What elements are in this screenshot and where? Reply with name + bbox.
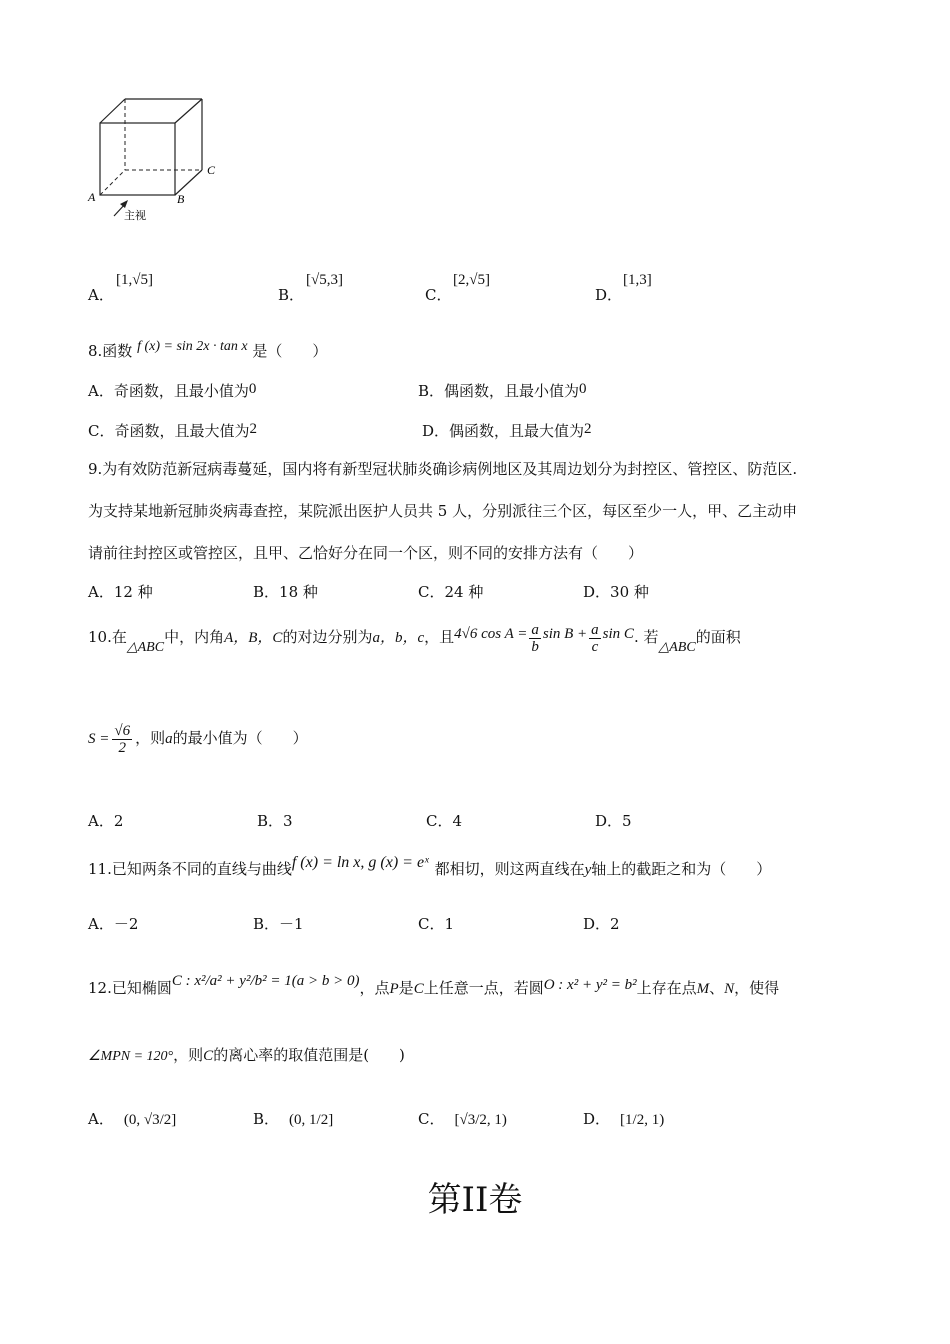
q12-option-c (418, 1108, 507, 1129)
q10-s-num: √6 (114, 722, 131, 739)
q7-option-c-math: [2,√5] (453, 272, 490, 288)
q8-option-d-text: 偶函数，且最大值为 (449, 422, 585, 440)
q8-option-c-val: 2 (249, 421, 257, 437)
q12-p4: 上存在点 (636, 979, 697, 997)
cube-figure (80, 90, 230, 230)
q11-option-d-letter: D． (583, 915, 611, 933)
q12-angle: ∠MPN = 120° (88, 1049, 174, 1064)
q12-p3: 上任意一点，若圆 (423, 979, 544, 997)
q11-mid: 都相切，则这两直线在 (434, 860, 585, 878)
q12-p8: 的离心率的取值范围是( ) (213, 1046, 405, 1064)
q10-triangle: △ABC (126, 640, 165, 655)
q12-circle: O : x² + y² = b² (543, 977, 637, 993)
q12-mvar: M (696, 981, 710, 997)
q8-option-b-val: 0 (579, 381, 587, 397)
q10-mid: sin B + (542, 626, 588, 642)
q8-option-d-val: 2 (584, 421, 592, 437)
q7-option-d-letter: D． (595, 286, 623, 304)
q10-s-tail-1: ，则 (135, 729, 166, 747)
q10-end: sin C (602, 626, 634, 642)
q9-line3: 请前往封控区或管控区，且甲、乙恰好分在同一个区，则不同的安排方法有（ ） (88, 544, 644, 562)
q8-stem (88, 340, 327, 361)
q12-option-b (253, 1108, 333, 1129)
q11-option-a (88, 913, 138, 934)
q8-option-b (418, 380, 587, 401)
q10-frac2-den: c (591, 638, 599, 655)
q10-p1: 10.在 (88, 628, 127, 646)
q11-formula: f (x) = ln x, g (x) = eˣ (291, 854, 429, 871)
q12-option-c-math: [√3/2, 1) (454, 1112, 507, 1128)
q12-option-c-letter: C． (418, 1110, 445, 1128)
q10-option-b (257, 810, 293, 831)
q7-option-b-letter: B． (278, 286, 305, 304)
q11-option-b (253, 913, 304, 934)
q9-option-d-letter: D． (583, 583, 611, 601)
q8-option-d-letter: D． (422, 422, 450, 440)
q10-p5: . 若 (633, 628, 659, 646)
q12-ellipse: C : x²/a² + y²/b² = 1(a > b > 0) (171, 973, 360, 989)
q8-option-c-text: 奇函数，且最大值为 (114, 422, 250, 440)
q7-option-c-letter: C． (425, 286, 452, 304)
q10-option-c-text: 4 (452, 812, 463, 830)
q8-option-a-text: 奇函数，且最小值为 (113, 382, 249, 400)
q12-prefix: 12.已知椭圆 (88, 979, 172, 997)
q10-s-var: a (165, 731, 173, 747)
q10-angles: A，B，C (224, 630, 283, 646)
q8-formula: f (x) = sin 2x · tan x (137, 339, 248, 354)
q12-option-a-math: (0, √3/2] (123, 1112, 177, 1128)
q8-option-a (88, 380, 256, 401)
q10-option-c-letter: C． (426, 812, 453, 830)
q11-option-b-text: －1 (279, 915, 304, 933)
q10-frac1-den: b (531, 638, 539, 655)
q8-option-b-text: 偶函数，且最小值为 (444, 382, 580, 400)
q12-option-d-math: [1/2, 1) (620, 1112, 665, 1128)
q12-p6: ，使得 (734, 979, 780, 997)
q11-option-c-text: 1 (444, 915, 455, 933)
q11-stem (88, 854, 772, 879)
q12-option-d-letter: D． (583, 1110, 611, 1128)
q7-option-b-math: [√5,3] (306, 272, 343, 288)
q10-s-tail-2: 的最小值为（ ） (172, 729, 308, 747)
q12-p2: 是 (398, 979, 414, 997)
q11-option-d-text: 2 (610, 915, 620, 933)
q11-prefix: 11.已知两条不同的直线与曲线 (88, 860, 292, 878)
q10-frac1-num: a (531, 621, 539, 638)
q7-option-a-letter: A． (88, 286, 114, 304)
label-b: B (177, 192, 185, 206)
q12-option-b-math: (0, 1/2] (289, 1112, 334, 1128)
q12-cvar-2: C (203, 1048, 214, 1064)
q10-option-c (426, 810, 462, 831)
q9-option-a-letter: A． (88, 583, 114, 601)
view-label: 主视 (124, 209, 146, 222)
q10-p4: ，且 (424, 628, 455, 646)
q12-cvar: C (413, 981, 424, 997)
q11-suffix: 轴上的截距之和为（ ） (591, 860, 772, 878)
q10-s-frac (112, 723, 132, 756)
label-c: C (207, 163, 216, 177)
q10-p6: 的面积 (695, 628, 741, 646)
q11-option-c-letter: C． (418, 915, 445, 933)
q8-option-a-letter: A． (88, 382, 114, 400)
q10-option-d-letter: D． (595, 812, 623, 830)
q12-stem-2 (88, 1044, 405, 1065)
q9-line1: 9.为有效防范新冠病毒蔓延，国内将有新型冠状肺炎确诊病例地区及其周边划分为封控区、管控区、防范区. (88, 460, 798, 478)
q7-option-d-math: [1,3] (623, 272, 652, 288)
q9-option-b-text: 18 种 (279, 583, 318, 601)
q9-option-a (88, 581, 153, 602)
label-a: A (88, 190, 96, 204)
q8-option-c-letter: C． (88, 422, 115, 440)
q12-p1: ，点 (359, 979, 390, 997)
q9-option-a-text: 12 种 (113, 583, 153, 601)
q10-p3: 的对边分别为 (282, 628, 373, 646)
q10-stem (88, 620, 741, 656)
cube-diagram (80, 90, 230, 230)
q11-option-a-text: －2 (113, 915, 139, 933)
q8-option-b-letter: B． (418, 382, 445, 400)
q10-s-label: S = (88, 731, 110, 747)
section-title: 第II卷 (427, 1180, 523, 1220)
q12-pvar: P (389, 981, 399, 997)
q12-stem (88, 973, 780, 998)
q11-option-c (418, 913, 454, 934)
q10-frac2-num: a (591, 621, 599, 638)
q11-option-b-letter: B． (253, 915, 280, 933)
q8-suffix: 是（ ） (252, 342, 328, 360)
q12-option-b-letter: B． (253, 1110, 280, 1128)
q10-option-b-text: 3 (283, 812, 293, 830)
q10-s-den: 2 (118, 739, 126, 756)
q11-yvar: y (584, 862, 592, 878)
q9-option-c (418, 581, 483, 602)
q8-option-c (88, 420, 257, 441)
q10-sides: a，b，c (372, 630, 425, 646)
q10-option-a (88, 810, 123, 831)
q12-p7: ，则 (173, 1046, 204, 1064)
q10-area-line (88, 718, 308, 759)
q12-p5: 、 (709, 979, 725, 997)
q10-option-a-text: 2 (113, 812, 124, 830)
q9-option-c-letter: C． (418, 583, 445, 601)
q11-option-a-letter: A． (88, 915, 114, 933)
q10-option-b-letter: B． (257, 812, 284, 830)
q10-eq-left: 4√6 cos A = (454, 626, 528, 642)
q12-option-a-letter: A． (88, 1110, 114, 1128)
q9-option-b (253, 581, 318, 602)
q9-option-d-text: 30 种 (610, 583, 649, 601)
q9-line2: 为支持某地新冠肺炎病毒查控，某院派出医护人员共 5 人，分别派往三个区，每区至少一人，甲、乙主动申 (88, 502, 798, 520)
q10-frac1 (529, 622, 541, 655)
q9-option-b-letter: B． (253, 583, 280, 601)
q10-option-d (595, 810, 632, 831)
q10-p2: 中，内角 (164, 628, 225, 646)
q11-option-d (583, 913, 620, 934)
q12-option-a (88, 1108, 176, 1129)
q10-option-d-text: 5 (622, 812, 632, 830)
q8-prefix: 8.函数 (88, 342, 133, 360)
q10-option-a-letter: A． (88, 812, 114, 830)
q12-nvar: N (724, 981, 735, 997)
q8-option-a-val: 0 (248, 381, 257, 397)
q9-option-d (583, 581, 649, 602)
q10-frac2 (589, 622, 601, 655)
q12-option-d (583, 1108, 664, 1129)
q8-option-d (422, 420, 592, 441)
q7-option-a-math: [1,√5] (116, 272, 153, 288)
q10-triangle-2: △ABC (658, 640, 696, 655)
q9-option-c-text: 24 种 (444, 583, 484, 601)
